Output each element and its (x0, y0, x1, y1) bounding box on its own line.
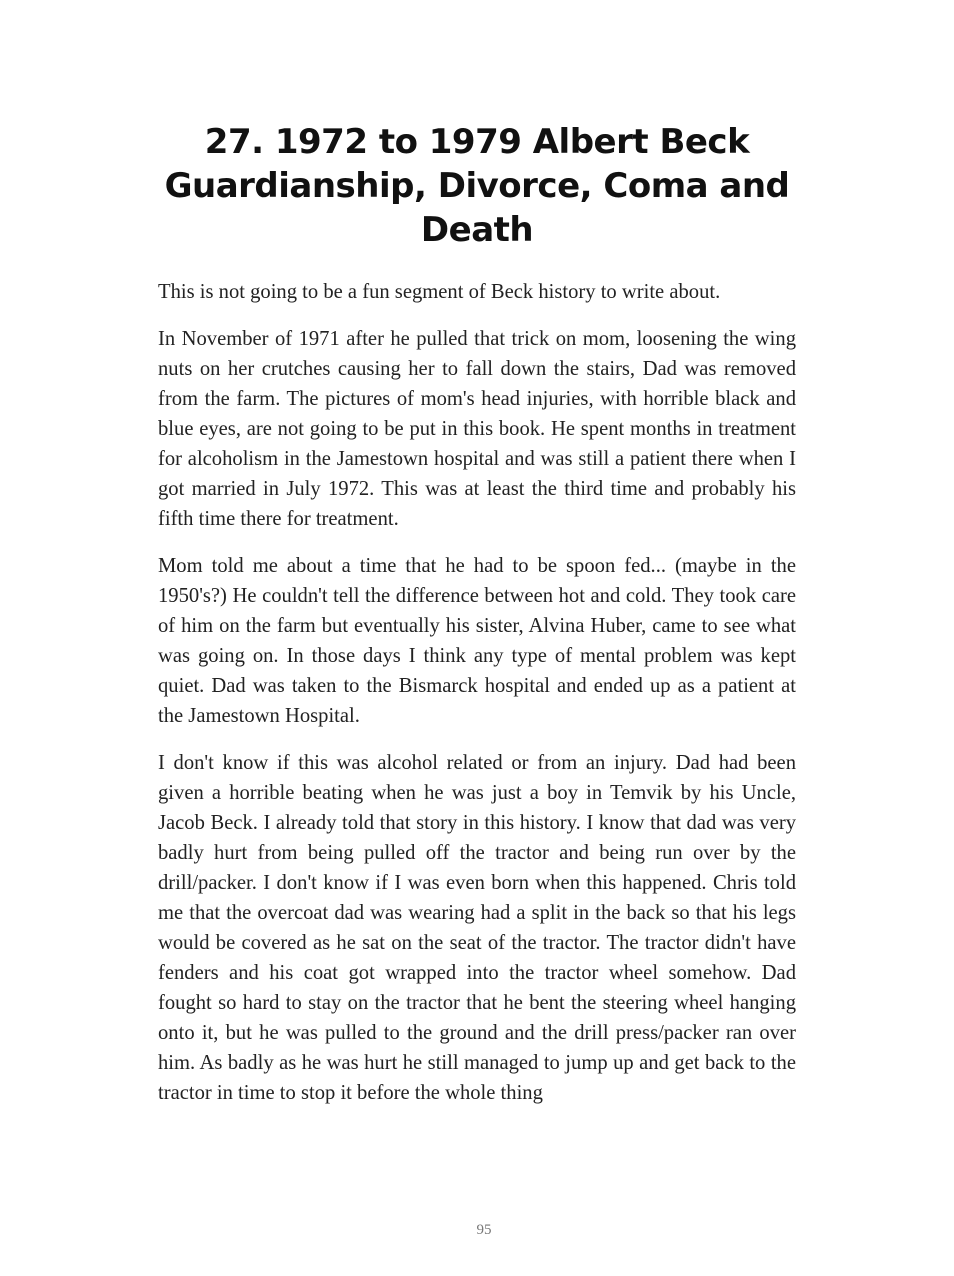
paragraph-tractor-injury: I don't know if this was alcohol related or from an injury. Dad had been given a horrible beating when he was just a boy in Temvik by his Uncle, Jacob Beck. I already told that story in this history. I know that dad was very badly hurt from being pulled off the tractor and being run over by the drill/packer. I don't know if I was even born when this happened. Chris told me that the overcoat dad was wearing had a split in the back so that his legs would be covered as he sat on the seat of the tractor. The tractor didn't have fenders and his coat got wrapped into the tractor wheel somehow. Dad fought so hard to stay on the tractor that he bent the steering wheel hanging onto it, but he was pulled to the ground and the drill press/packer ran over him. As badly as he was hurt he still managed to jump up and get back to the tractor in time to stop it before the whole thing (158, 752, 796, 1104)
paragraph-intro: This is not going to be a fun segment of Beck history to write about. (158, 281, 721, 303)
paragraph-spoon-fed: Mom told me about a time that he had to be spoon fed... (maybe in the 1950's?) He couldn't tell the difference between hot and cold. They took care of him on the farm but eventually his sister, Alvina Huber, came to see what was going on. In those days I think any type of mental problem was kept quiet. Dad was taken to the Bismarck hospital and ended up as a patient at the Jamestown Hospital. (158, 555, 796, 727)
chapter-title: 27. 1972 to 1979 Albert Beck Guardianship, Divorce, Coma and Death (164, 122, 790, 250)
paragraph-november-1971: In November of 1971 after he pulled that trick on mom, loosening the wing nuts on her crutches causing her to fall down the stairs, Dad was removed from the farm. The pictures of mom's head injuries, with horrible black and blue eyes, are not going to be put in this book. He spent months in treatment for alcoholism in the Jamestown hospital and was still a patient there when I got married in July 1972. This was at least the third time and probably his fifth time there for treatment. (158, 328, 796, 530)
body-text (158, 277, 796, 1125)
page-number: 95 (476, 1222, 492, 1238)
